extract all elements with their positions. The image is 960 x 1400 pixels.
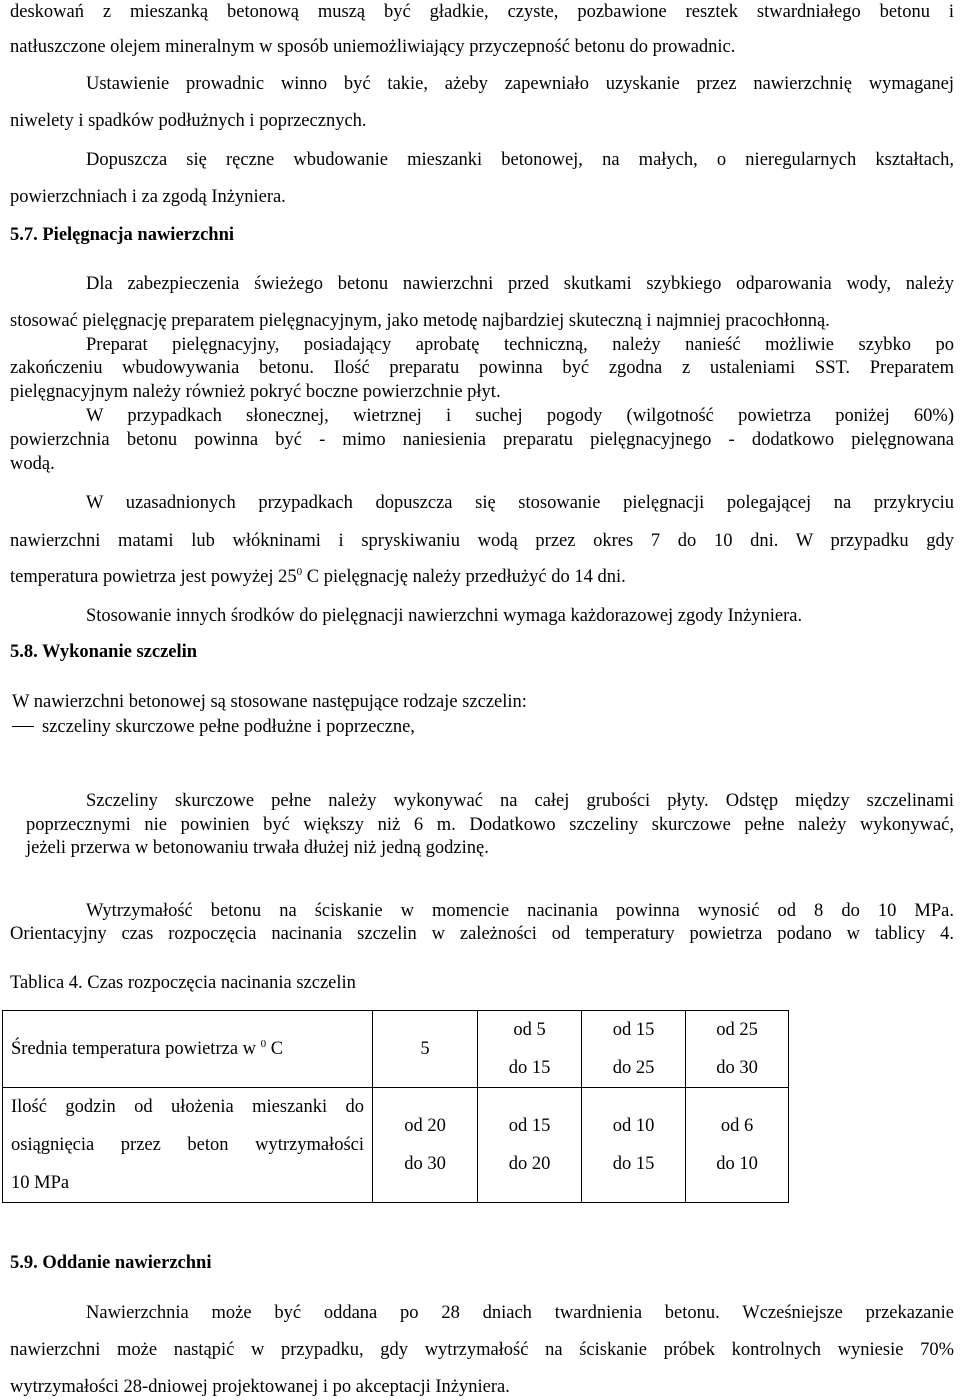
paragraph-line: Ustawienie prowadnic winno być takie, ażeby zapewniało uzyskanie przez nawierzchnię wymaganej — [86, 74, 954, 94]
table-cell — [686, 1088, 789, 1203]
cell-line: do 30 — [404, 1154, 446, 1174]
dash-bullet-icon — [12, 726, 34, 727]
paragraph-line: natłuszczone olejem mineralnym w sposób uniemożliwiający przyczepność betonu do prowadnic. — [10, 37, 736, 57]
cell-line: od 20 — [404, 1116, 446, 1136]
paragraph-line: Wytrzymałość betonu na ściskanie w momencie nacinania powinna wynosić od 8 do 10 MPa. — [86, 901, 954, 921]
cell-line: od 6 — [720, 1116, 754, 1136]
cell-line: do 20 — [508, 1154, 551, 1174]
table-cell — [478, 1088, 582, 1203]
superscript: 0 — [260, 1037, 267, 1050]
text-span: C pielęgnację należy przedłużyć do 14 dni. — [302, 567, 626, 587]
table-row-header — [3, 1011, 373, 1088]
paragraph-line: jeżeli przerwa w betonowaniu trwała dłużej niż jedną godzinę. — [26, 838, 489, 858]
table-caption: Tablica 4. Czas rozpoczęcia nacinania szczelin — [10, 973, 356, 993]
paragraph-line: wodą. — [10, 454, 55, 474]
paragraph-line: Dopuszcza się ręczne wbudowanie mieszanki betonowej, na małych, o nieregularnych kształtach, — [86, 150, 954, 170]
cell-line: 10 MPa — [11, 1173, 70, 1193]
cell-line: od 15 — [612, 1020, 655, 1040]
table-cell — [582, 1088, 686, 1203]
paragraph-line: nawierzchni może nastąpić w przypadku, gdy wytrzymałość na ściskanie próbek kontrolnych wyniesie 70% — [10, 1340, 954, 1360]
cell-line: osiągnięcia przez beton wytrzymałości — [11, 1135, 364, 1155]
paragraph-line: zakończeniu wbudowywania betonu. Ilość preparatu powinna być zgodna z ustaleniami SST. Preparatem — [10, 358, 954, 378]
paragraph-line: powierzchnia betonu powinna być - mimo naniesienia preparatu pielęgnacyjnego - dodatkowo pielęgnowana — [10, 430, 954, 450]
cell-line: od 25 — [716, 1020, 758, 1040]
table-4 — [2, 1010, 789, 1203]
list-item — [12, 716, 954, 738]
table-cell — [373, 1088, 478, 1203]
cell-line: do 10 — [716, 1154, 758, 1174]
paragraph-line: W przypadkach słonecznej, wietrznej i suchej pogody (wilgotność powietrza poniżej 60%) — [86, 406, 954, 426]
paragraph-line: Orientacyjny czas rozpoczęcia nacinania szczelin w zależności od temperatury powietrza podano w tablicy 4. — [10, 924, 954, 944]
table-cell — [478, 1011, 582, 1088]
paragraph-line: niwelety i spadków podłużnych i poprzecznych. — [10, 111, 367, 131]
table-cell — [373, 1011, 478, 1088]
section-heading-5-8: 5.8. Wykonanie szczelin — [10, 642, 198, 662]
paragraph-line: Dla zabezpieczenia świeżego betonu nawierzchni przed skutkami szybkiego odparowania wody, należy — [86, 274, 954, 294]
cell-line: Ilość godzin od ułożenia mieszanki do — [11, 1097, 364, 1117]
cell-line: do 30 — [716, 1058, 758, 1078]
text-span: temperatura powietrza jest powyżej 25 — [10, 567, 297, 587]
paragraph-line: wytrzymałości 28-dniowej projektowanej i po akceptacji Inżyniera. — [10, 1377, 510, 1397]
paragraph-line: pielęgnacyjnym należy również pokryć boczne powierzchnie płyt. — [10, 382, 501, 402]
table-row-header — [3, 1088, 373, 1203]
paragraph-line: Preparat pielęgnacyjny, posiadający aprobatę techniczną, należy nanieść możliwie szybko po — [86, 335, 954, 355]
paragraph-line: Stosowanie innych środków do pielęgnacji nawierzchni wymaga każdorazowej zgody Inżyniera. — [86, 606, 803, 626]
paragraph-line: stosować pielęgnację preparatem pielęgnacyjnym, jako metodę najbardziej skuteczną i najmniej pracochłonną. — [10, 311, 830, 331]
paragraph-line: Nawierzchnia może być oddana po 28 dniach twardnienia betonu. Wcześniejsze przekazanie — [86, 1303, 954, 1323]
section-heading-5-9: 5.9. Oddanie nawierzchni — [10, 1253, 212, 1273]
list-item-text: szczeliny skurczowe pełne podłużne i poprzeczne, — [42, 717, 415, 737]
cell-line: do 15 — [612, 1154, 655, 1174]
cell-line: do 25 — [612, 1058, 655, 1078]
paragraph-line: W uzasadnionych przypadkach dopuszcza się stosowanie pielęgnacji polegającej na przykryciu — [86, 493, 954, 513]
table-cell — [686, 1011, 789, 1088]
cell-line: od 10 — [612, 1116, 655, 1136]
text-span: Średnia temperatura powietrza w — [11, 1038, 261, 1059]
paragraph-line: nawierzchni matami lub włókninami i spryskiwaniu wodą przez okres 7 do 10 dni. W przypadku gdy — [10, 531, 954, 551]
cell-line: od 15 — [508, 1116, 551, 1136]
text-span: C — [266, 1038, 284, 1059]
cell-line: od 5 — [513, 1020, 546, 1040]
table-cell — [582, 1011, 686, 1088]
section-heading-5-7: 5.7. Pielęgnacja nawierzchni — [10, 225, 235, 245]
cell-line: do 15 — [508, 1058, 551, 1078]
table-row — [3, 1011, 789, 1088]
cell-line: 5 — [420, 1039, 430, 1059]
paragraph-line: powierzchniach i za zgodą Inżyniera. — [10, 187, 286, 207]
paragraph-line: deskowań z mieszanką betonową muszą być gładkie, czyste, pozbawione resztek stwardniałego betonu i — [10, 2, 954, 22]
paragraph-line: W nawierzchni betonowej są stosowane następujące rodzaje szczelin: — [12, 692, 527, 712]
superscript: 0 — [296, 566, 303, 578]
paragraph-line: poprzecznymi nie powinien być większy niż 6 m. Dodatkowo szczeliny skurczowe pełne należy wykonywać, — [26, 815, 954, 835]
paragraph-line — [10, 566, 954, 588]
paragraph-line: Szczeliny skurczowe pełne należy wykonywać na całej grubości płyty. Odstęp między szczelinami — [86, 791, 954, 811]
table-row — [3, 1088, 789, 1203]
